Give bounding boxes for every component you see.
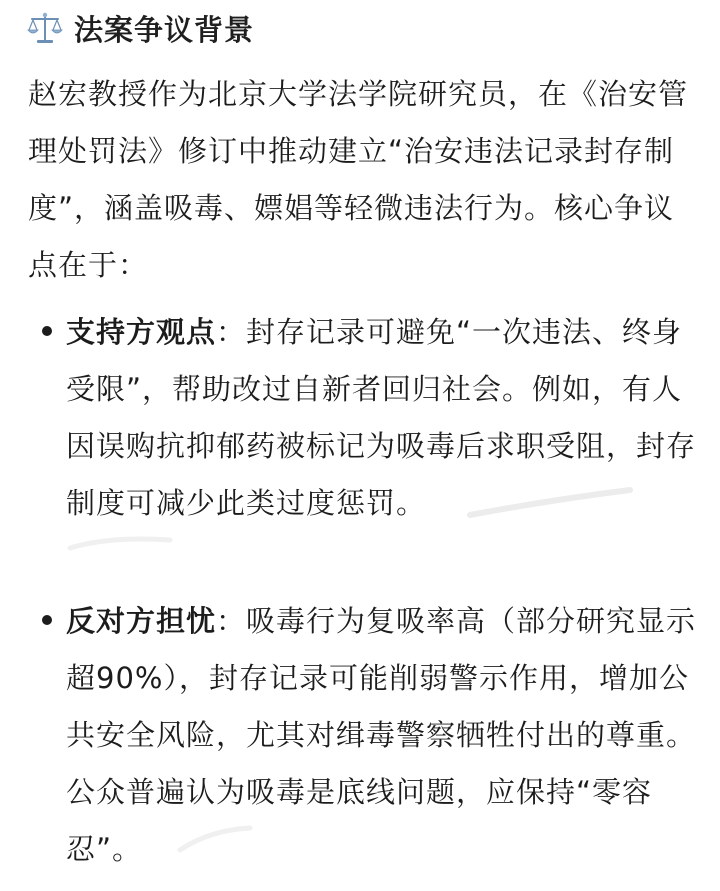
intro-paragraph: 赵宏教授作为北京大学法学院研究员，在《治安管理处罚法》修订中推动建立“治安违法记录封存制度”，涵盖吸毒、嫖娼等轻微违法行为。核心争议点在于： — [28, 77, 689, 282]
point-separator: ： — [216, 315, 247, 349]
bullet-dot — [42, 326, 52, 336]
point-body: 吸毒行为复吸率高（部分研究显示超90%），封存记录可能削弱警示作用，增加公共安全风险，尤其对缉毒警察牺牲付出的尊重。公众普遍认为吸毒是底线问题，应保持“零容忍”。 — [66, 604, 697, 866]
list-item — [28, 593, 698, 878]
scales-icon — [26, 10, 64, 46]
list-item-text — [66, 593, 698, 878]
scan-smudge — [60, 528, 180, 558]
point-label: 支持方观点 — [66, 315, 217, 349]
point-separator: ： — [216, 604, 247, 638]
list-item-text — [66, 304, 698, 532]
point-body: 封存记录可避免“一次违法、终身受限”，帮助改过自新者回归社会。例如，有人因误购抗抑郁药被标记为吸毒后求职受阻，封存制度可减少此类过度惩罚。 — [66, 315, 697, 520]
list-item — [28, 304, 698, 532]
section-heading — [26, 8, 254, 48]
section-title: 法案争议背景 — [74, 12, 255, 47]
point-label: 反对方担忧 — [66, 604, 217, 638]
bullet-dot — [42, 615, 52, 625]
